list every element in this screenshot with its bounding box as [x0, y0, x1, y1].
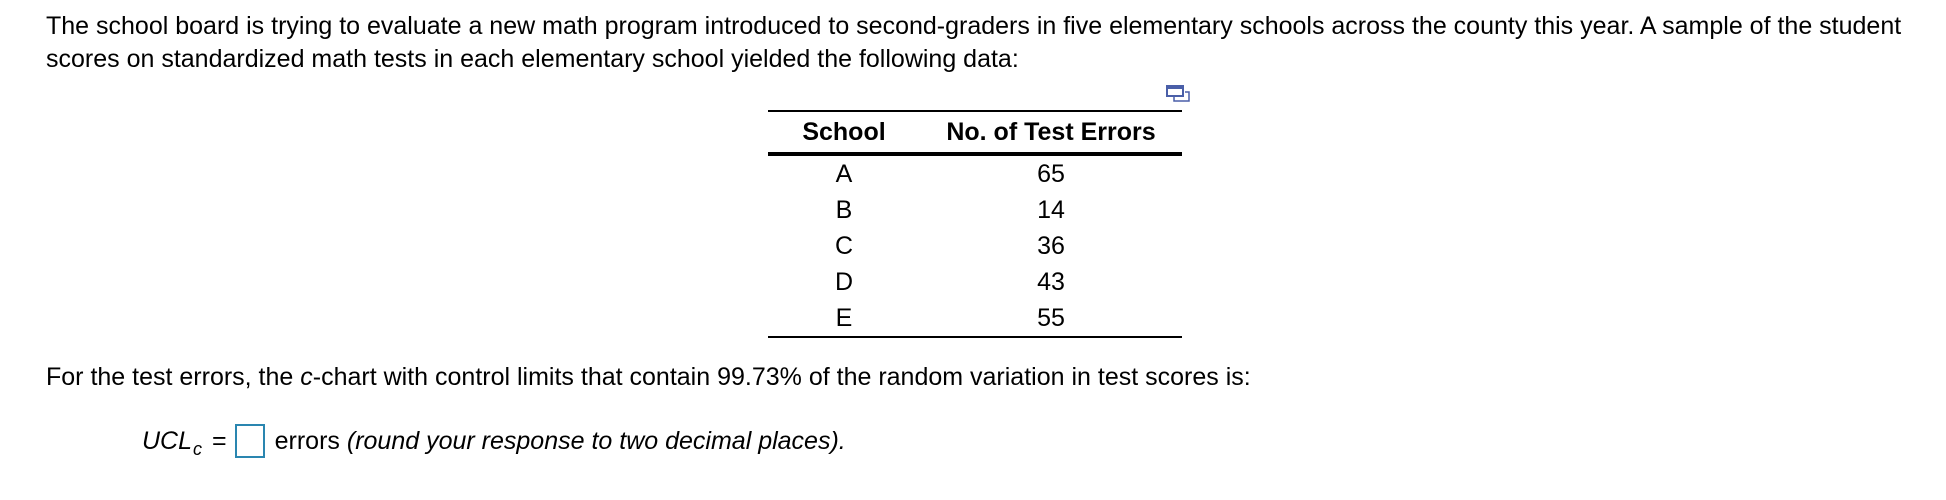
table-row [768, 300, 1182, 337]
table-row [768, 192, 1182, 228]
units-label: errors [274, 427, 340, 455]
rounding-hint: (round your response to two decimal places). [346, 427, 846, 455]
errors-cell: 55 [1037, 303, 1065, 332]
school-cell: D [834, 267, 854, 296]
header-test-errors: No. of Test Errors [946, 117, 1156, 146]
ucl-label: UCL [142, 427, 193, 455]
table-row [768, 264, 1182, 300]
question-italic: c [300, 363, 313, 391]
school-cell: B [835, 195, 853, 224]
answer-line [142, 421, 846, 461]
school-cell: C [834, 231, 854, 260]
table-header-row [768, 111, 1182, 154]
school-cell: A [835, 159, 853, 188]
table-row [768, 228, 1182, 264]
question-prefix: For the test errors, the [46, 363, 301, 391]
problem-statement: The school board is trying to evaluate a new math program introduced to second-graders in five elementary schools across the county this year. A sample of the student scores on standardized math tests in each elementary school yielded the following data: [46, 12, 1902, 73]
ucl-subscript: c [193, 439, 203, 459]
errors-cell: 43 [1037, 267, 1065, 296]
copy-table-icon[interactable] [1165, 84, 1193, 104]
errors-cell: 65 [1037, 159, 1065, 188]
errors-cell: 14 [1037, 195, 1065, 224]
equals-sign: = [212, 427, 227, 455]
test-errors-table [768, 110, 1182, 338]
errors-cell: 36 [1037, 231, 1065, 260]
header-school: School [802, 117, 886, 146]
question-text [46, 361, 1251, 394]
table-row [768, 154, 1182, 192]
question-suffix: -chart with control limits that contain 99.73% of the random variation in test scores is: [312, 363, 1251, 391]
ucl-answer-input[interactable] [235, 424, 265, 458]
school-cell: E [835, 303, 853, 332]
